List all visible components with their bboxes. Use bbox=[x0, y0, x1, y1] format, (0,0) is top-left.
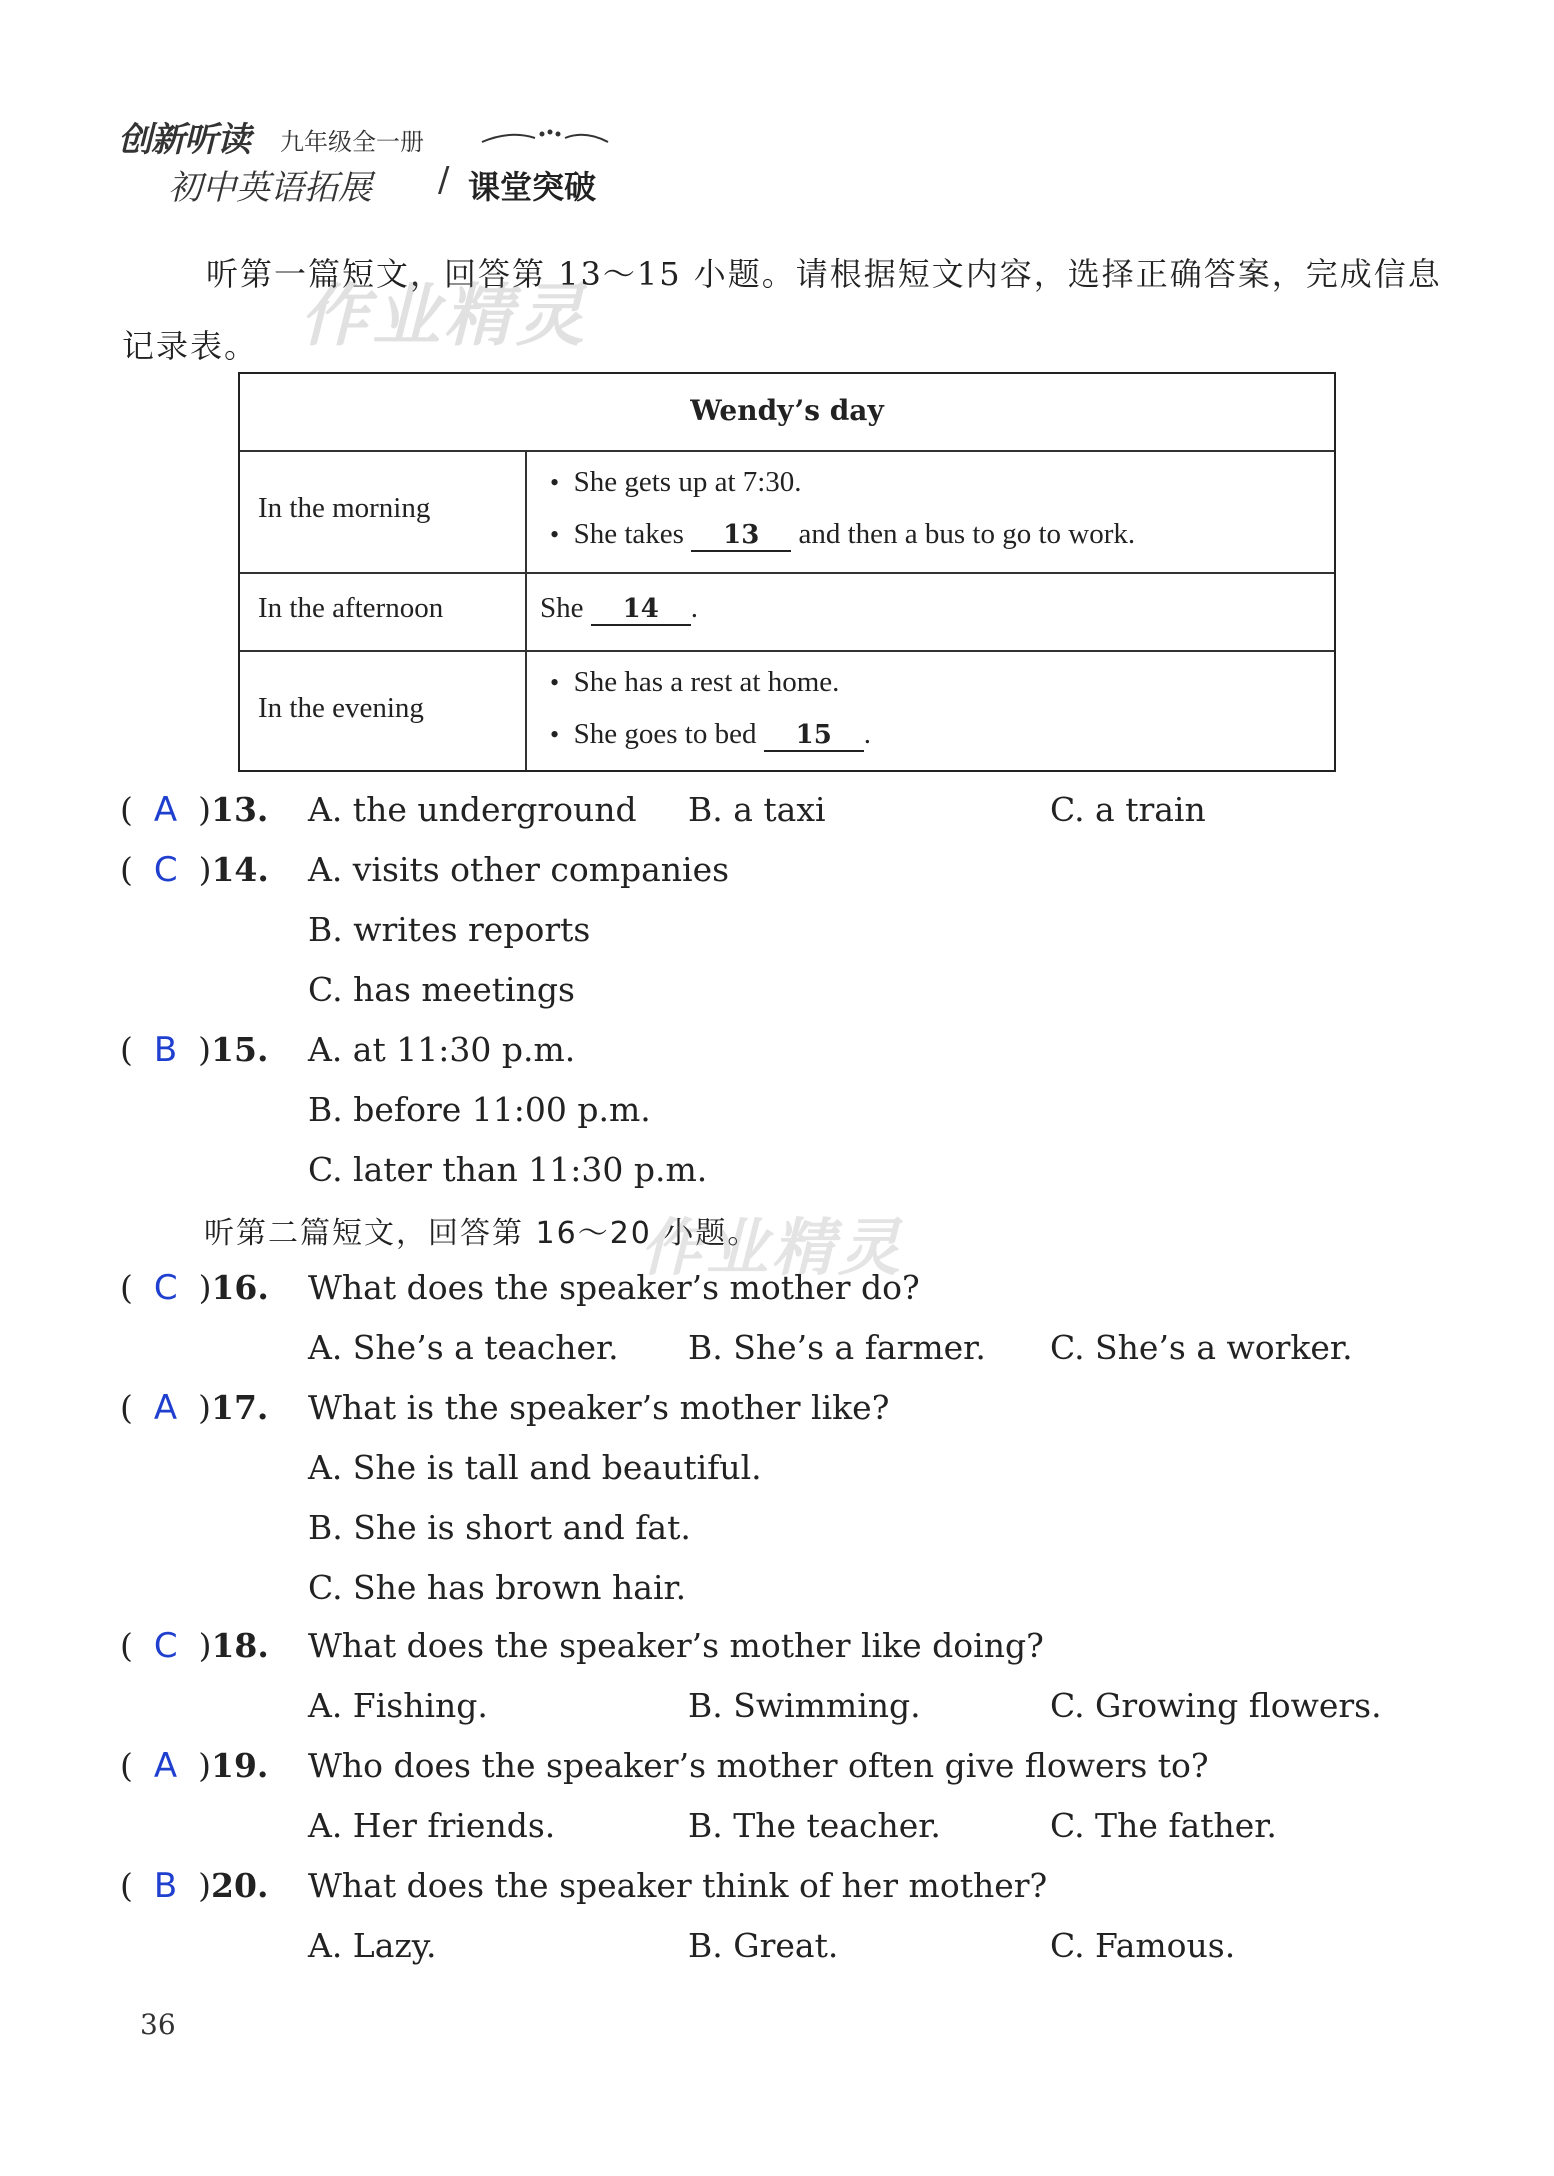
table-divider bbox=[240, 572, 1334, 574]
answer-19: A bbox=[153, 1746, 178, 1786]
slash-divider: / bbox=[438, 160, 450, 200]
evening-line1: • She has a rest at home. bbox=[550, 666, 840, 698]
option-20c: C. Famous. bbox=[1050, 1926, 1236, 1965]
section-title: 课堂突破 bbox=[468, 168, 597, 206]
brand-title: 创新听读 bbox=[118, 120, 250, 160]
watermark: 作业精灵 bbox=[640, 1211, 905, 1284]
option-15b: B. before 11:00 p.m. bbox=[308, 1090, 651, 1129]
option-13c: C. a train bbox=[1050, 790, 1206, 829]
stem-20: What does the speaker think of her mother? bbox=[308, 1866, 1048, 1905]
option-18a: A. Fishing. bbox=[308, 1686, 488, 1725]
blank-14: 14 bbox=[591, 594, 691, 626]
decorative-dots-icon bbox=[480, 120, 610, 150]
option-19a: A. Her friends. bbox=[308, 1806, 556, 1845]
answer-17: A bbox=[153, 1388, 178, 1428]
option-17b: B. She is short and fat. bbox=[308, 1508, 691, 1547]
stem-19: Who does the speaker’s mother often give flowers to? bbox=[308, 1746, 1209, 1785]
option-15a: A. at 11:30 p.m. bbox=[308, 1030, 576, 1069]
option-17a: A. She is tall and beautiful. bbox=[308, 1448, 762, 1487]
option-14a: A. visits other companies bbox=[308, 850, 730, 889]
page-number: 36 bbox=[140, 2008, 176, 2041]
table-divider bbox=[240, 650, 1334, 652]
answer-13: A bbox=[153, 790, 178, 830]
table-title: Wendy’s day bbox=[690, 394, 884, 427]
answer-16: C bbox=[153, 1268, 178, 1308]
watermark: 作业精灵 bbox=[300, 277, 589, 356]
info-table bbox=[238, 372, 1336, 772]
question-19: ( A )19. bbox=[120, 1746, 269, 1786]
row-label-afternoon: In the afternoon bbox=[258, 592, 444, 624]
option-17c: C. She has brown hair. bbox=[308, 1568, 687, 1607]
stem-18: What does the speaker’s mother like doing? bbox=[308, 1626, 1044, 1665]
morning-line2: • She takes 13 and then a bus to go to work. bbox=[550, 518, 1136, 550]
option-14b: B. writes reports bbox=[308, 910, 591, 949]
row-label-evening: In the evening bbox=[258, 692, 424, 724]
series-title: 初中英语拓展 bbox=[168, 168, 372, 208]
blank-13: 13 bbox=[691, 520, 791, 552]
option-13b: B. a taxi bbox=[688, 790, 826, 829]
stem-16: What does the speaker’s mother do? bbox=[308, 1268, 920, 1307]
part1-instruction: 听第一篇短文，回答第 13～15 小题。请根据短文内容，选择正确答案，完成信息记录表。 bbox=[122, 255, 1442, 365]
option-13a: A. the underground bbox=[308, 790, 637, 829]
option-19c: C. The father. bbox=[1050, 1806, 1277, 1845]
row-label-morning: In the morning bbox=[258, 492, 431, 524]
evening-line2: • She goes to bed 15 . bbox=[550, 718, 871, 750]
option-18b: B. Swimming. bbox=[688, 1686, 921, 1725]
blank-15: 15 bbox=[764, 720, 864, 752]
table-column-divider bbox=[525, 452, 527, 770]
option-16a: A. She’s a teacher. bbox=[308, 1328, 619, 1367]
option-20a: A. Lazy. bbox=[308, 1926, 437, 1965]
stem-17: What is the speaker’s mother like? bbox=[308, 1388, 890, 1427]
question-14: ( C )14. bbox=[120, 850, 269, 890]
question-20: ( B )20. bbox=[120, 1866, 269, 1906]
afternoon-line: She 14 . bbox=[540, 592, 698, 624]
option-16c: C. She’s a worker. bbox=[1050, 1328, 1353, 1367]
question-18: ( C )18. bbox=[120, 1626, 269, 1666]
morning-line1: • She gets up at 7:30. bbox=[550, 466, 802, 498]
answer-15: B bbox=[153, 1030, 178, 1070]
question-13: ( A )13. bbox=[120, 790, 269, 830]
question-16: ( C )16. bbox=[120, 1268, 269, 1308]
question-15: ( B )15. bbox=[120, 1030, 269, 1070]
answer-20: B bbox=[153, 1866, 178, 1906]
grade-label: 九年级全一册 bbox=[280, 128, 424, 156]
option-16b: B. She’s a farmer. bbox=[688, 1328, 986, 1367]
option-20b: B. Great. bbox=[688, 1926, 839, 1965]
part2-instruction: 听第二篇短文，回答第 16～20 小题。 bbox=[204, 1216, 760, 1251]
table-divider bbox=[240, 450, 1334, 452]
option-19b: B. The teacher. bbox=[688, 1806, 941, 1845]
option-15c: C. later than 11:30 p.m. bbox=[308, 1150, 708, 1189]
option-18c: C. Growing flowers. bbox=[1050, 1686, 1382, 1725]
question-17: ( A )17. bbox=[120, 1388, 269, 1428]
answer-14: C bbox=[153, 850, 178, 890]
option-14c: C. has meetings bbox=[308, 970, 575, 1009]
answer-18: C bbox=[153, 1626, 178, 1666]
